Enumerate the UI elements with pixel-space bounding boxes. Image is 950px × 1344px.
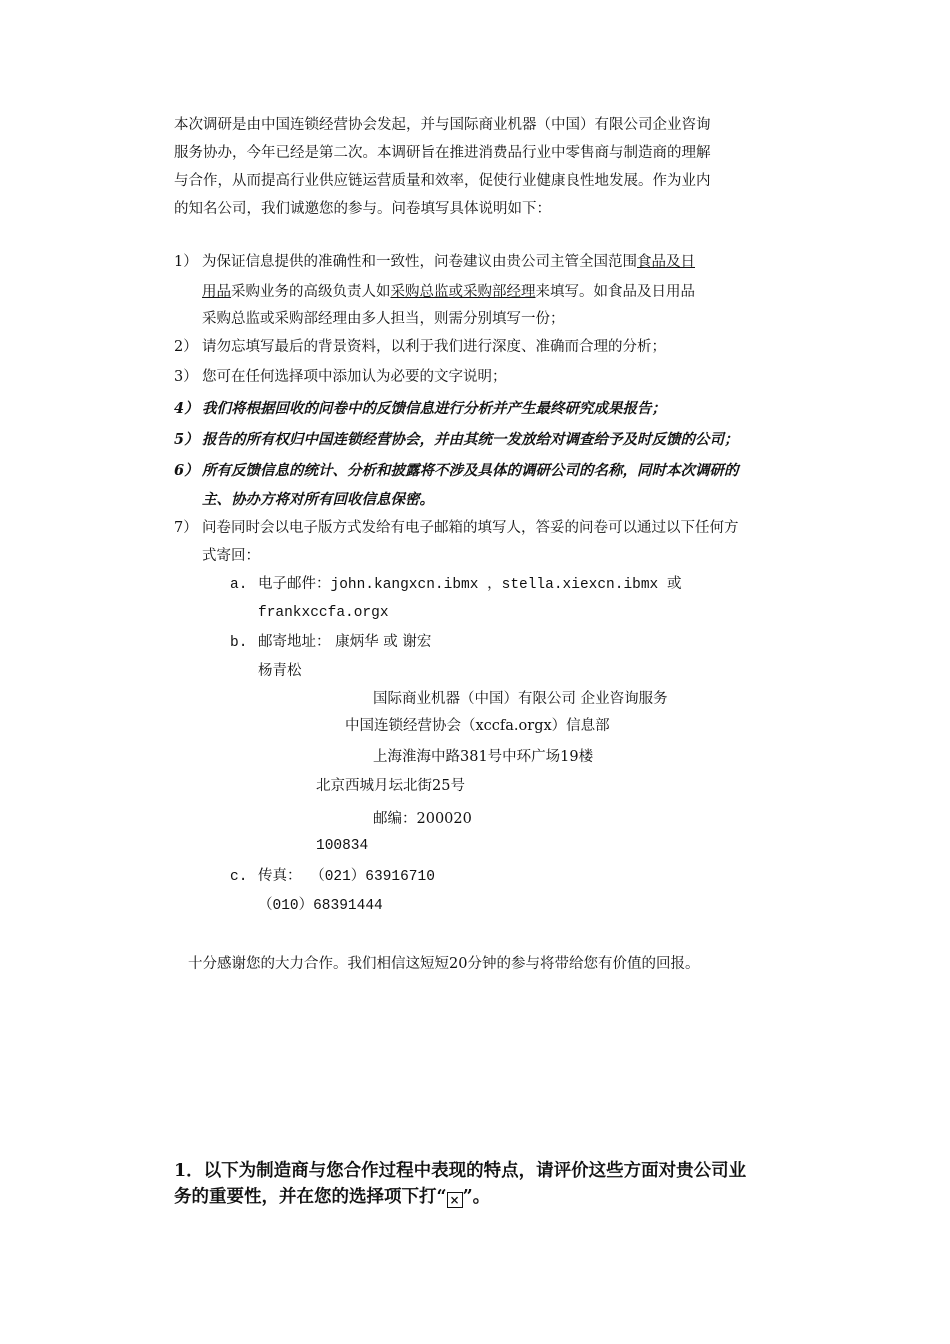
mail-org-2: 中国连锁经营协会（xccfa.orgx）信息部 xyxy=(345,718,610,734)
instruction-item-2 xyxy=(174,337,666,357)
item-text: 问卷同时会以电子版方式发给有电子邮箱的填写人，答妥的问卷可以通过以下任何方 xyxy=(202,520,739,536)
intro-line-4: 的知名公司，我们诚邀您的参与。问卷填写具体说明如下： xyxy=(174,201,551,217)
instruction-item-3 xyxy=(174,367,507,387)
item-text: 所有反馈信息的统计、分析和披露将不涉及具体的调研公司的名称，同时本次调研的 xyxy=(202,462,739,479)
mail-recipients: 邮寄地址： 康炳华 或 谢宏 xyxy=(258,634,432,650)
mail-zip-1: 邮编：200020 xyxy=(373,811,472,827)
item-number: 6） xyxy=(174,462,199,479)
mail-zip-2: 100834 xyxy=(316,838,369,854)
email-text: 电子邮件：john.kangxcn.ibmx ，stella.xiexcn.ibmx 或 xyxy=(258,577,682,593)
underlined-text: 用品 xyxy=(202,284,231,300)
instruction-item-7 xyxy=(174,518,739,538)
contact-email-line-2: frankxccfa.orgx xyxy=(258,605,389,621)
item-number: 3） xyxy=(174,369,198,385)
option-label: b. xyxy=(230,635,248,651)
item-number: 2） xyxy=(174,339,198,355)
item-number: 4） xyxy=(174,400,199,417)
option-label: a. xyxy=(230,577,248,593)
instruction-item-1 xyxy=(174,252,695,272)
item-text: 我们将根据回收的问卷中的反馈信息进行分析并产生最终研究成果报告； xyxy=(202,400,666,417)
instruction-item-1-line-2 xyxy=(202,282,695,302)
option-label: c. xyxy=(230,869,248,885)
instruction-item-7-line-2: 式寄回： xyxy=(202,548,260,564)
question-1-line-2 xyxy=(174,1185,490,1209)
mail-address-2: 北京西城月坛北街25号 xyxy=(316,778,465,794)
item-text: 您可在任何选择项中添加认为必要的文字说明； xyxy=(202,369,507,385)
question-text-end: ”。 xyxy=(462,1187,491,1207)
thanks-note: 十分感谢您的大力合作。我们相信这短短20分钟的参与将带给您有价值的回报。 xyxy=(188,956,700,972)
mail-org-1: 国际商业机器（中国）有限公司 企业咨询服务 xyxy=(373,691,668,707)
fax-line-2: （010）68391444 xyxy=(258,898,383,914)
item-text: 为保证信息提供的准确性和一致性，问卷建议由贵公司主管全国范围 xyxy=(202,254,637,270)
item-number: 1） xyxy=(174,254,198,270)
question-1-line-1: 1．以下为制造商与您合作过程中表现的特点，请评价这些方面对贵公司业 xyxy=(174,1161,747,1181)
fax-text: 传真： （021）63916710 xyxy=(258,869,435,885)
instruction-item-4 xyxy=(174,399,666,419)
instruction-item-5 xyxy=(174,430,739,450)
contact-fax xyxy=(230,866,435,887)
intro-line-1: 本次调研是由中国连锁经营协会发起，并与国际商业机器（中国）有限公司企业咨询 xyxy=(174,117,711,133)
intro-line-2: 服务协办，今年已经是第二次。本调研旨在推进消费品行业中零售商与制造商的理解 xyxy=(174,145,711,161)
question-text: 务的重要性，并在您的选择项下打“ xyxy=(174,1187,447,1207)
item-text: 报告的所有权归中国连锁经营协会，并由其统一发放给对调查给予及时反馈的公司； xyxy=(202,431,739,448)
instruction-item-6 xyxy=(174,461,739,481)
item-text: 来填写。如食品及日用品 xyxy=(535,284,695,300)
item-text: 请勿忘填写最后的背景资料，以利于我们进行深度、准确而合理的分析； xyxy=(202,339,666,355)
instruction-item-6-line-2: 主、协办方将对所有回收信息保密。 xyxy=(202,491,434,508)
item-number: 5） xyxy=(174,431,199,448)
instruction-item-1-line-3: 采购总监或采购部经理由多人担当，则需分别填写一份； xyxy=(202,311,565,327)
contact-email xyxy=(230,575,681,595)
underlined-text: 食品及日 xyxy=(637,254,695,270)
contact-mail xyxy=(230,632,431,653)
item-number: 7） xyxy=(174,520,198,536)
underlined-text: 采购总监或采购部经理 xyxy=(390,284,536,300)
mail-address-1: 上海淮海中路381号中环广场19楼 xyxy=(373,749,594,765)
checkbox-icon: × xyxy=(447,1192,463,1208)
intro-line-3: 与合作，从而提高行业供应链运营质量和效率，促使行业健康良性地发展。作为业内 xyxy=(174,173,711,189)
mail-recipient-2: 杨青松 xyxy=(258,663,302,679)
item-text: 采购业务的高级负责人如 xyxy=(231,284,391,300)
